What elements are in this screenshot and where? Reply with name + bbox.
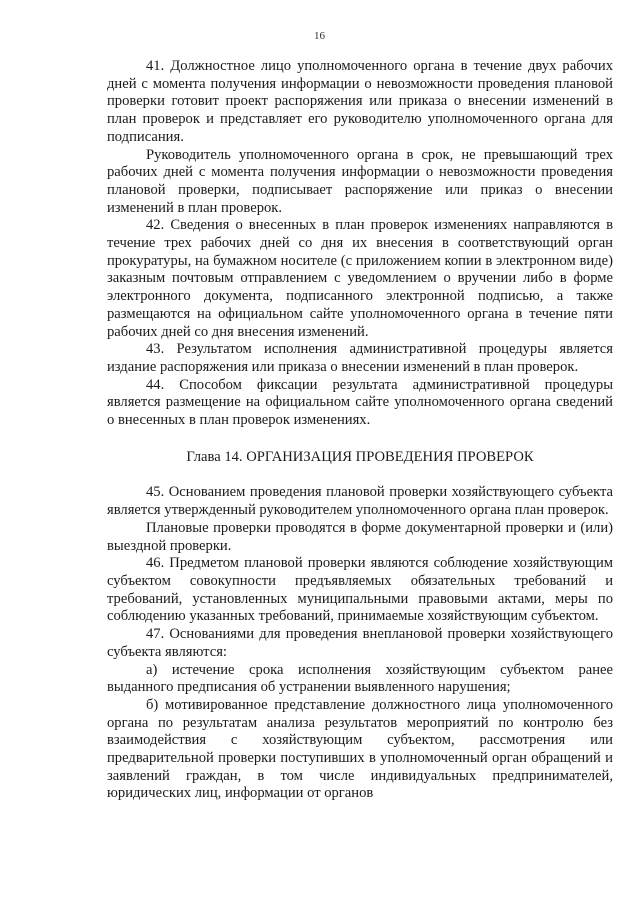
paragraph-45: 45. Основанием проведения плановой проверки хозяйствующего субъекта является утвержденный руководителем уполномоченного органа план проверок. (107, 484, 613, 519)
chapter-title: Глава 14. ОРГАНИЗАЦИЯ ПРОВЕДЕНИЯ ПРОВЕРОК (186, 448, 534, 465)
paragraph-47-item-a: а) истечение срока исполнения хозяйствующим субъектом ранее выданного предписания об устранении выявленного нарушения; (107, 661, 613, 696)
paragraph-47-item-b: б) мотивированное представление должностного лица уполномоченного органа по результатам анализа результатов мероприятий по контролю без взаимодействия с хозяйствующим субъектом, рассмотрения или предварительной проверки поступивших в уполномоченный орган обращений и заявлений граждан, в том числе индивидуальных предпринимателей, юридических лиц, информации от органов (107, 696, 613, 802)
paragraph-41: 41. Должностное лицо уполномоченного органа в течение двух рабочих дней с момента получения информации о невозможности проведения плановой проверки готовит проект распоряжения или приказа о внесении изменений в план проверок и представляет его руководителю уполномоченного органа для подписания. (107, 58, 613, 145)
paragraph-41-head-signature: Руководитель уполномоченного органа в срок, не превышающий трех рабочих дней с момента получения информации о невозможности проведения плановой проверки, подписывает распоряжение или приказ о внесении изменений в план проверок. (107, 146, 613, 216)
paragraph-47: 47. Основаниями для проведения внеплановой проверки хозяйствующего субъекта являются: (107, 626, 613, 660)
document-body (107, 58, 613, 803)
paragraph-46: 46. Предметом плановой проверки являются соблюдение хозяйствующим субъектом совокупности предъявляемых обязательных требований и требований, установленных муниципальными правовыми актами, меры по соблюдению указанных требований, принимаемые хозяйствующим субъектом. (107, 555, 613, 625)
paragraph-45-planned-checks: Плановые проверки проводятся в форме документарной проверки и (или) выездной проверки. (107, 519, 613, 554)
page-number: 16 (314, 30, 325, 42)
paragraph-44: 44. Способом фиксации результата административной процедуры является размещение на официальном сайте уполномоченного органа сведений о внесенных в план проверок изменениях. (107, 376, 613, 429)
paragraph-42: 42. Сведения о внесенных в план проверок изменениях направляются в течение трех рабочих дней со дня их внесения в соответствующий орган прокуратуры, на бумажном носителе (с приложением копии в электронном виде) заказным почтовым отправлением с уведомлением о вручении либо в форме электронного документа, подписанного электронной подписью, а также размещаются на официальном сайте уполномоченного органа в течение пяти рабочих дней со дня внесения изменений. (107, 217, 613, 340)
paragraph-43: 43. Результатом исполнения административной процедуры является издание распоряжения или приказа о внесении изменений в план проверок. (107, 341, 613, 375)
